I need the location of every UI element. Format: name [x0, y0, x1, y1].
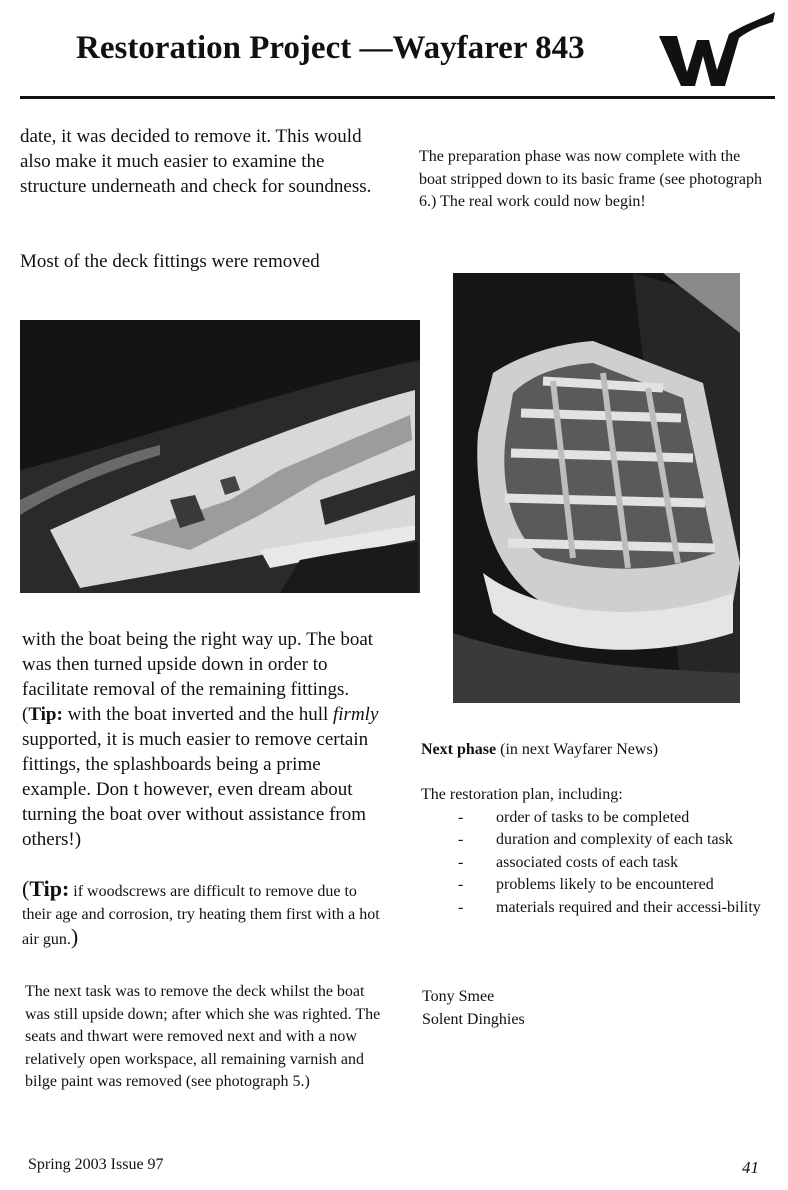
next-task-paragraph: The next task was to remove the deck whilst the boat was still upside down; after which she was righted. The seats and thwart were removed next and with a now relatively open workspace, all remaining varnish and bilge paint was removed (see photograph 5.) [25, 983, 381, 1090]
issue-footer: Spring 2003 Issue 97 [28, 1156, 164, 1173]
list-dash: - [458, 808, 464, 826]
plan-item [421, 807, 776, 830]
list-dash: - [458, 831, 464, 848]
turning-text-b: with the boat inverted and the hull [62, 704, 333, 725]
page-title: Restoration Project —Wayfarer 843 [76, 30, 585, 66]
plan-item-text: order of tasks to be completed [496, 808, 690, 826]
plan-intro: The restoration plan, including: [421, 786, 623, 803]
plan-item [421, 897, 776, 920]
tip-label: Tip: [28, 704, 63, 725]
turning-text-a: with the boat being the right way up. The boat was then turned upside down in order to facilitate removal of the remaining fittings. ( [22, 629, 374, 725]
plan-item-text: materials required and their accessi-bility [496, 898, 761, 916]
author-block [422, 986, 722, 1031]
next-phase-heading [421, 739, 771, 762]
page-number: 41 [742, 1158, 759, 1177]
next-phase-note: (in next Wayfarer News) [496, 741, 659, 758]
author-organisation: Solent Dinghies [422, 1010, 525, 1028]
plan-item-text: duration and complexity of each task [496, 831, 733, 848]
preparation-paragraph: The preparation phase was now complete with the boat stripped down to its basic frame (see photograph 6.) The real work could now begin! [419, 148, 763, 210]
plan-list [421, 807, 776, 920]
photograph-5 [20, 320, 420, 593]
tip2-text: if woodscrews are difficult to remove due to their age and corrosion, try heating them first with a hot air gun. [22, 883, 380, 948]
photograph-6 [453, 273, 740, 703]
tip2-label: Tip: [29, 876, 70, 901]
plan-item [421, 829, 776, 852]
turning-paragraph [22, 627, 382, 852]
tip2-open-paren: ( [22, 876, 30, 901]
list-dash: - [458, 853, 464, 871]
list-dash: - [458, 876, 464, 893]
plan-item-text: problems likely to be encountered [496, 876, 714, 893]
restoration-plan [421, 784, 776, 919]
list-dash: - [458, 898, 464, 916]
deck-fittings-paragraph: Most of the deck fittings were removed [20, 251, 320, 272]
tip2-close-paren: ) [70, 924, 79, 949]
author-name: Tony Smee [422, 988, 495, 1005]
next-phase-label: Next phase [421, 741, 497, 758]
turning-text-c: supported, it is much easier to remove certain fittings, the splashboards being a prime example. Don t however, even dream about turning the boat over without assistance from others!) [22, 729, 369, 850]
plan-item [421, 852, 776, 875]
header-rule [20, 96, 775, 99]
intro-paragraph: date, it was decided to remove it. This would also make it much easier to examine the structure underneath and check for soundness. [20, 126, 372, 197]
plan-item-text: associated costs of each task [496, 853, 679, 871]
emphasis-firmly: firmly [333, 704, 379, 725]
plan-item [421, 874, 776, 897]
woodscrew-tip [22, 878, 382, 952]
wayfarer-logo [655, 10, 777, 90]
